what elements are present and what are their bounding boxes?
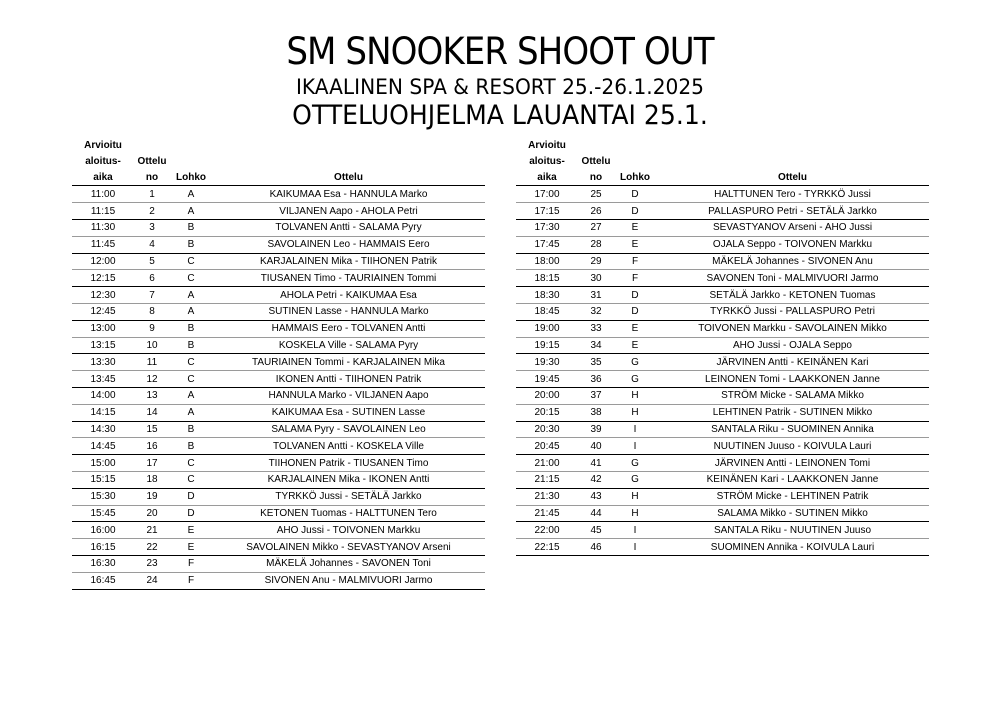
group-cell: D: [614, 186, 656, 203]
group-cell: G: [614, 354, 656, 371]
table-row: [516, 186, 929, 203]
table-row: [516, 387, 929, 404]
match-time-cell: 17:45: [516, 236, 578, 253]
col-header-time-line1: Arvioitu: [84, 140, 122, 152]
group-cell: I: [614, 522, 656, 539]
match-number-cell: 39: [578, 421, 614, 438]
group-cell: H: [614, 404, 656, 421]
group-cell: E: [614, 337, 656, 354]
match-time-cell: 14:45: [72, 438, 134, 455]
group-cell: G: [614, 455, 656, 472]
match-number-cell: 18: [134, 471, 170, 488]
match-number-cell: 21: [134, 522, 170, 539]
table-row: [516, 354, 929, 371]
match-pairing-cell: SUTINEN Lasse - HANNULA Marko: [212, 303, 485, 320]
match-number-cell: 25: [578, 186, 614, 203]
table-row: [72, 253, 485, 270]
group-cell: C: [170, 471, 212, 488]
match-number-cell: 40: [578, 438, 614, 455]
match-number-cell: 13: [134, 387, 170, 404]
match-number-cell: 15: [134, 421, 170, 438]
match-pairing-cell: SAVOLAINEN Leo - HAMMAIS Eero: [212, 236, 485, 253]
match-number-cell: 19: [134, 488, 170, 505]
table-row: [516, 488, 929, 505]
match-number-cell: 42: [578, 471, 614, 488]
match-number-cell: 36: [578, 371, 614, 388]
match-pairing-cell: TIUSANEN Timo - TAURIAINEN Tommi: [212, 270, 485, 287]
group-cell: D: [170, 505, 212, 522]
match-time-cell: 16:00: [72, 522, 134, 539]
col-header-match: Ottelu: [656, 170, 929, 186]
match-number-cell: 20: [134, 505, 170, 522]
match-pairing-cell: SETÄLÄ Jarkko - KETONEN Tuomas: [656, 287, 929, 304]
col-header-group: Lohko: [170, 170, 212, 186]
table-row: [72, 471, 485, 488]
group-cell: A: [170, 404, 212, 421]
match-time-cell: 22:00: [516, 522, 578, 539]
match-time-cell: 18:30: [516, 287, 578, 304]
match-time-cell: 12:30: [72, 287, 134, 304]
table-header: [516, 138, 929, 186]
match-number-cell: 4: [134, 236, 170, 253]
table-row: [516, 219, 929, 236]
match-number-cell: 6: [134, 270, 170, 287]
match-pairing-cell: VILJANEN Aapo - AHOLA Petri: [212, 203, 485, 220]
match-number-cell: 37: [578, 387, 614, 404]
group-cell: E: [614, 219, 656, 236]
match-number-cell: 27: [578, 219, 614, 236]
group-cell: B: [170, 219, 212, 236]
table-row: [516, 203, 929, 220]
group-cell: B: [170, 421, 212, 438]
match-number-cell: 29: [578, 253, 614, 270]
table-row: [516, 371, 929, 388]
match-number-cell: 3: [134, 219, 170, 236]
match-pairing-cell: JÄRVINEN Antti - KEINÄNEN Kari: [656, 354, 929, 371]
col-header-time-line1: Arvioitu: [528, 140, 566, 152]
match-time-cell: 12:15: [72, 270, 134, 287]
match-time-cell: 21:15: [516, 471, 578, 488]
match-pairing-cell: LEINONEN Tomi - LAAKKONEN Janne: [656, 371, 929, 388]
match-pairing-cell: AHOLA Petri - KAIKUMAA Esa: [212, 287, 485, 304]
match-pairing-cell: KETONEN Tuomas - HALTTUNEN Tero: [212, 505, 485, 522]
match-pairing-cell: TOLVANEN Antti - SALAMA Pyry: [212, 219, 485, 236]
col-header-group: Lohko: [614, 170, 656, 186]
schedule-table-left: [72, 138, 485, 590]
match-time-cell: 12:45: [72, 303, 134, 320]
group-cell: H: [614, 488, 656, 505]
match-time-cell: 19:00: [516, 320, 578, 337]
table-row: [72, 488, 485, 505]
group-cell: B: [170, 320, 212, 337]
group-cell: H: [614, 387, 656, 404]
match-number-cell: 28: [578, 236, 614, 253]
match-time-cell: 20:45: [516, 438, 578, 455]
group-cell: D: [614, 203, 656, 220]
table-row: [516, 404, 929, 421]
match-pairing-cell: KOSKELA Ville - SALAMA Pyry: [212, 337, 485, 354]
match-time-cell: 19:30: [516, 354, 578, 371]
match-time-cell: 17:15: [516, 203, 578, 220]
group-cell: C: [170, 455, 212, 472]
table-row: [72, 555, 485, 572]
col-header-time-line3: aika: [72, 170, 134, 186]
match-pairing-cell: TYRKKÖ Jussi - SETÄLÄ Jarkko: [212, 488, 485, 505]
group-cell: A: [170, 387, 212, 404]
match-time-cell: 15:45: [72, 505, 134, 522]
col-header-no-line2: no: [578, 170, 614, 186]
match-pairing-cell: SAVONEN Toni - MALMIVUORI Jarmo: [656, 270, 929, 287]
match-pairing-cell: TOLVANEN Antti - KOSKELA Ville: [212, 438, 485, 455]
match-time-cell: 11:00: [72, 186, 134, 203]
match-number-cell: 32: [578, 303, 614, 320]
match-pairing-cell: KARJALAINEN Mika - TIIHONEN Patrik: [212, 253, 485, 270]
match-time-cell: 17:30: [516, 219, 578, 236]
match-time-cell: 14:30: [72, 421, 134, 438]
table-row: [516, 522, 929, 539]
match-number-cell: 22: [134, 539, 170, 556]
match-pairing-cell: HALTTUNEN Tero - TYRKKÖ Jussi: [656, 186, 929, 203]
match-number-cell: 24: [134, 572, 170, 589]
match-time-cell: 19:45: [516, 371, 578, 388]
table-row: [72, 387, 485, 404]
group-cell: H: [614, 505, 656, 522]
table-row: [72, 505, 485, 522]
table-row: [516, 287, 929, 304]
match-time-cell: 20:15: [516, 404, 578, 421]
match-number-cell: 14: [134, 404, 170, 421]
table-row: [516, 253, 929, 270]
match-pairing-cell: OJALA Seppo - TOIVONEN Markku: [656, 236, 929, 253]
match-pairing-cell: TOIVONEN Markku - SAVOLAINEN Mikko: [656, 320, 929, 337]
match-time-cell: 21:45: [516, 505, 578, 522]
table-row: [72, 219, 485, 236]
table-row: [516, 421, 929, 438]
match-time-cell: 15:30: [72, 488, 134, 505]
match-time-cell: 21:30: [516, 488, 578, 505]
table-row: [72, 539, 485, 556]
table-row: [72, 404, 485, 421]
match-time-cell: 16:30: [72, 555, 134, 572]
match-pairing-cell: NUUTINEN Juuso - KOIVULA Lauri: [656, 438, 929, 455]
table-header: [72, 138, 485, 186]
match-pairing-cell: KAIKUMAA Esa - HANNULA Marko: [212, 186, 485, 203]
table-row: [72, 421, 485, 438]
group-cell: I: [614, 421, 656, 438]
group-cell: A: [170, 186, 212, 203]
match-time-cell: 11:45: [72, 236, 134, 253]
match-time-cell: 16:15: [72, 539, 134, 556]
group-cell: B: [170, 438, 212, 455]
group-cell: B: [170, 236, 212, 253]
group-cell: D: [170, 488, 212, 505]
match-time-cell: 18:45: [516, 303, 578, 320]
col-header-no-line2: no: [134, 170, 170, 186]
match-pairing-cell: AHO Jussi - OJALA Seppo: [656, 337, 929, 354]
col-header-no-line1: Ottelu: [137, 156, 167, 168]
match-time-cell: 11:30: [72, 219, 134, 236]
group-cell: D: [614, 303, 656, 320]
match-number-cell: 46: [578, 539, 614, 556]
table-row: [516, 337, 929, 354]
table-row: [516, 505, 929, 522]
match-pairing-cell: SAVOLAINEN Mikko - SEVASTYANOV Arseni: [212, 539, 485, 556]
schedule-table-right: [516, 138, 929, 556]
group-cell: C: [170, 354, 212, 371]
match-time-cell: 14:00: [72, 387, 134, 404]
group-cell: F: [170, 555, 212, 572]
match-pairing-cell: HANNULA Marko - VILJANEN Aapo: [212, 387, 485, 404]
group-cell: A: [170, 303, 212, 320]
match-number-cell: 43: [578, 488, 614, 505]
table-row: [516, 539, 929, 556]
match-number-cell: 11: [134, 354, 170, 371]
table-row: [72, 203, 485, 220]
match-time-cell: 12:00: [72, 253, 134, 270]
group-cell: A: [170, 287, 212, 304]
group-cell: C: [170, 253, 212, 270]
group-cell: A: [170, 203, 212, 220]
match-time-cell: 13:15: [72, 337, 134, 354]
match-number-cell: 2: [134, 203, 170, 220]
col-header-no-line1: Ottelu: [581, 156, 611, 168]
document-title: SM SNOOKER SHOOT OUT: [286, 30, 714, 73]
table-row: [516, 438, 929, 455]
match-pairing-cell: AHO Jussi - TOIVONEN Markku: [212, 522, 485, 539]
group-cell: F: [170, 572, 212, 589]
match-pairing-cell: KAIKUMAA Esa - SUTINEN Lasse: [212, 404, 485, 421]
match-number-cell: 5: [134, 253, 170, 270]
table-row: [72, 287, 485, 304]
match-number-cell: 8: [134, 303, 170, 320]
group-cell: I: [614, 438, 656, 455]
match-pairing-cell: MÄKELÄ Johannes - SIVONEN Anu: [656, 253, 929, 270]
group-cell: G: [614, 371, 656, 388]
group-cell: E: [170, 539, 212, 556]
group-cell: I: [614, 539, 656, 556]
match-pairing-cell: STRÖM Micke - SALAMA Mikko: [656, 387, 929, 404]
match-number-cell: 45: [578, 522, 614, 539]
table-row: [72, 354, 485, 371]
match-time-cell: 15:15: [72, 471, 134, 488]
match-time-cell: 21:00: [516, 455, 578, 472]
table-row: [516, 236, 929, 253]
match-number-cell: 44: [578, 505, 614, 522]
match-pairing-cell: TYRKKÖ Jussi - PALLASPURO Petri: [656, 303, 929, 320]
match-time-cell: 18:00: [516, 253, 578, 270]
match-number-cell: 23: [134, 555, 170, 572]
match-pairing-cell: SEVASTYANOV Arseni - AHO Jussi: [656, 219, 929, 236]
match-pairing-cell: HAMMAIS Eero - TOLVANEN Antti: [212, 320, 485, 337]
table-row: [72, 455, 485, 472]
match-pairing-cell: SANTALA Riku - NUUTINEN Juuso: [656, 522, 929, 539]
match-pairing-cell: LEHTINEN Patrik - SUTINEN Mikko: [656, 404, 929, 421]
col-header-time-line2: aloitus-: [85, 156, 121, 168]
match-number-cell: 16: [134, 438, 170, 455]
match-pairing-cell: JÄRVINEN Antti - LEINONEN Tomi: [656, 455, 929, 472]
col-header-time-line2: aloitus-: [529, 156, 565, 168]
table-row: [72, 320, 485, 337]
match-time-cell: 17:00: [516, 186, 578, 203]
match-time-cell: 13:30: [72, 354, 134, 371]
event-subtitle: IKAALINEN SPA & RESORT 25.-26.1.2025: [295, 75, 705, 99]
match-time-cell: 20:00: [516, 387, 578, 404]
match-number-cell: 7: [134, 287, 170, 304]
match-pairing-cell: SIVONEN Anu - MALMIVUORI Jarmo: [212, 572, 485, 589]
match-time-cell: 11:15: [72, 203, 134, 220]
table-row: [72, 270, 485, 287]
table-row: [516, 320, 929, 337]
match-number-cell: 9: [134, 320, 170, 337]
match-number-cell: 17: [134, 455, 170, 472]
table-row: [72, 438, 485, 455]
match-time-cell: 15:00: [72, 455, 134, 472]
table-row: [72, 371, 485, 388]
table-row: [516, 303, 929, 320]
match-number-cell: 34: [578, 337, 614, 354]
match-number-cell: 30: [578, 270, 614, 287]
match-time-cell: 14:15: [72, 404, 134, 421]
table-row: [72, 337, 485, 354]
match-time-cell: 20:30: [516, 421, 578, 438]
table-row: [72, 303, 485, 320]
table-row: [72, 236, 485, 253]
group-cell: E: [170, 522, 212, 539]
match-pairing-cell: PALLASPURO Petri - SETÄLÄ Jarkko: [656, 203, 929, 220]
group-cell: G: [614, 471, 656, 488]
match-number-cell: 10: [134, 337, 170, 354]
group-cell: F: [614, 253, 656, 270]
table-row: [516, 270, 929, 287]
match-time-cell: 18:15: [516, 270, 578, 287]
match-number-cell: 38: [578, 404, 614, 421]
match-pairing-cell: KEINÄNEN Kari - LAAKKONEN Janne: [656, 471, 929, 488]
match-pairing-cell: SANTALA Riku - SUOMINEN Annika: [656, 421, 929, 438]
match-time-cell: 16:45: [72, 572, 134, 589]
table-row: [72, 186, 485, 203]
group-cell: E: [614, 320, 656, 337]
match-time-cell: 19:15: [516, 337, 578, 354]
match-pairing-cell: TAURIAINEN Tommi - KARJALAINEN Mika: [212, 354, 485, 371]
match-number-cell: 33: [578, 320, 614, 337]
match-pairing-cell: STRÖM Micke - LEHTINEN Patrik: [656, 488, 929, 505]
group-cell: F: [614, 270, 656, 287]
group-cell: C: [170, 371, 212, 388]
table-row: [516, 455, 929, 472]
match-pairing-cell: SALAMA Pyry - SAVOLAINEN Leo: [212, 421, 485, 438]
group-cell: B: [170, 337, 212, 354]
match-pairing-cell: IKONEN Antti - TIIHONEN Patrik: [212, 371, 485, 388]
match-pairing-cell: SUOMINEN Annika - KOIVULA Lauri: [656, 539, 929, 556]
match-pairing-cell: MÄKELÄ Johannes - SAVONEN Toni: [212, 555, 485, 572]
match-number-cell: 12: [134, 371, 170, 388]
match-number-cell: 31: [578, 287, 614, 304]
group-cell: C: [170, 270, 212, 287]
col-header-match: Ottelu: [212, 170, 485, 186]
match-time-cell: 13:45: [72, 371, 134, 388]
table-row: [516, 471, 929, 488]
table-row: [72, 522, 485, 539]
match-time-cell: 13:00: [72, 320, 134, 337]
group-cell: D: [614, 287, 656, 304]
col-header-time-line3: aika: [516, 170, 578, 186]
schedule-title: OTTELUOHJELMA LAUANTAI 25.1.: [292, 100, 708, 131]
match-pairing-cell: TIIHONEN Patrik - TIUSANEN Timo: [212, 455, 485, 472]
match-number-cell: 1: [134, 186, 170, 203]
match-number-cell: 41: [578, 455, 614, 472]
match-time-cell: 22:15: [516, 539, 578, 556]
match-pairing-cell: KARJALAINEN Mika - IKONEN Antti: [212, 471, 485, 488]
group-cell: E: [614, 236, 656, 253]
match-number-cell: 26: [578, 203, 614, 220]
table-row: [72, 572, 485, 589]
match-pairing-cell: SALAMA Mikko - SUTINEN Mikko: [656, 505, 929, 522]
match-number-cell: 35: [578, 354, 614, 371]
